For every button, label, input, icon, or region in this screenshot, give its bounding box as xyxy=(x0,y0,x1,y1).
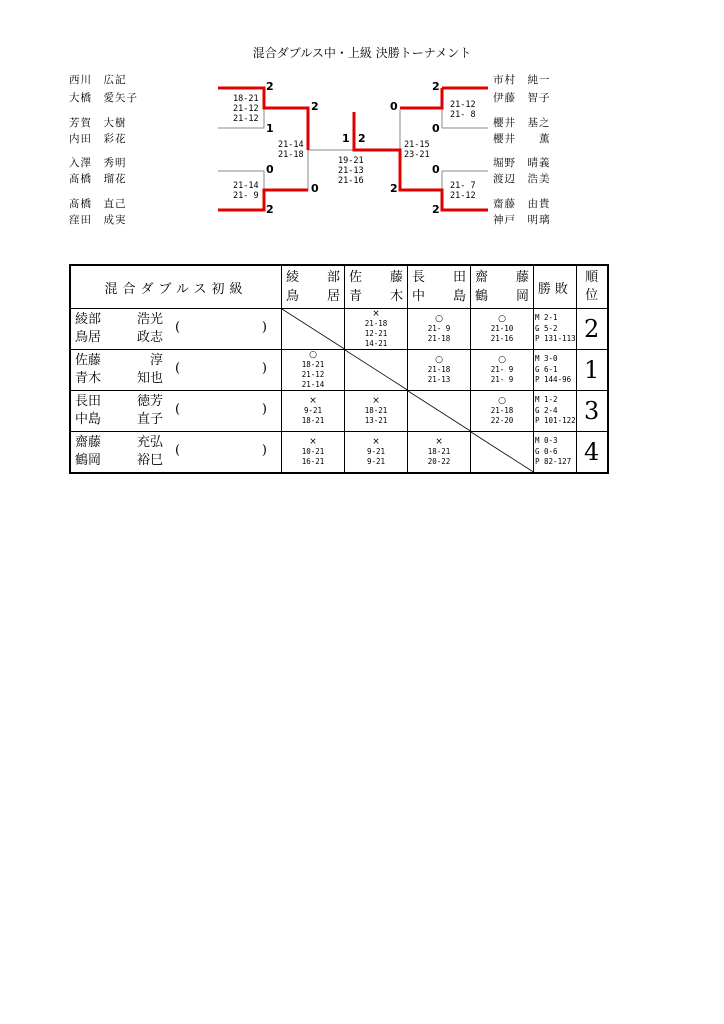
player-name: 髙橋 直己 xyxy=(69,198,127,210)
result-score: 21-18 21-13 xyxy=(427,364,451,384)
game-count: 2 xyxy=(266,80,274,93)
result-score: 21-18 22-20 xyxy=(490,405,514,425)
result-score: 21-18 12-21 14-21 xyxy=(364,318,388,348)
rank-value: 2 xyxy=(576,309,608,350)
player-name: 伊藤 智子 xyxy=(493,92,551,104)
paren-open: ( xyxy=(175,361,181,376)
game-count: 0 xyxy=(311,182,319,195)
paren-open: ( xyxy=(175,443,181,458)
result-score: 21- 9 21- 9 xyxy=(490,364,514,384)
self-match-cell xyxy=(408,391,471,432)
player-surname: 齋藤 xyxy=(75,435,102,450)
table-row xyxy=(70,432,608,474)
match-score: 21-15 23-21 xyxy=(404,140,430,160)
affiliation-parens xyxy=(175,319,267,337)
header-char: 岡 xyxy=(515,289,529,304)
affiliation-parens xyxy=(175,442,267,460)
header-char: 長 xyxy=(412,270,426,285)
match-result-cell xyxy=(282,391,345,432)
player-given-name: 徳芳 xyxy=(136,394,163,409)
player-name: 内田 彩花 xyxy=(69,133,127,145)
result-mark: ○ xyxy=(309,349,317,360)
game-count: 0 xyxy=(266,163,274,176)
result-mark: ○ xyxy=(435,354,443,365)
self-match-cell xyxy=(471,432,534,474)
paren-close: ) xyxy=(261,361,267,376)
header-char: 部 xyxy=(326,270,340,285)
column-header xyxy=(471,265,534,309)
game-count: 2 xyxy=(432,203,440,216)
paren-close: ) xyxy=(261,320,267,335)
player-name: 齋藤 由貴 xyxy=(493,198,551,210)
result-score: 18-21 20-22 xyxy=(427,446,451,466)
diagonal-line xyxy=(408,391,472,432)
page-title: 混合ダブルス中・上級 決勝トーナメント xyxy=(252,46,472,60)
paren-open: ( xyxy=(175,402,181,417)
match-result-cell xyxy=(345,432,408,474)
player-name: 窪田 成実 xyxy=(69,214,127,226)
player-given-name: 淳 xyxy=(149,353,163,368)
player-given-name: 直子 xyxy=(136,412,163,427)
paren-close: ) xyxy=(261,402,267,417)
table-title: 混合ダブルス初級 xyxy=(70,265,282,309)
affiliation-parens xyxy=(175,360,267,378)
paren-close: ) xyxy=(261,443,267,458)
result-mark: × xyxy=(372,436,380,447)
result-mark: ○ xyxy=(435,313,443,324)
match-score: 21-14 21- 9 xyxy=(233,181,259,201)
header-char: 木 xyxy=(389,289,403,304)
rank-header xyxy=(576,265,608,309)
team-name-cell xyxy=(70,391,282,432)
result-mark: × xyxy=(309,436,317,447)
player-name: 大橋 愛矢子 xyxy=(69,92,138,104)
player-surname: 綾部 xyxy=(75,312,102,327)
rank-header-char: 順 xyxy=(585,270,599,285)
game-count: 2 xyxy=(432,80,440,93)
match-result-cell xyxy=(408,309,471,350)
affiliation-parens xyxy=(175,401,267,419)
team-name-cell xyxy=(70,309,282,350)
result-score: 18-21 21-12 21-14 xyxy=(301,359,325,389)
player-name: 髙橋 瑠花 xyxy=(69,173,127,185)
result-score: 9-21 18-21 xyxy=(301,405,325,425)
player-given-name: 裕巳 xyxy=(136,453,163,468)
result-mark: × xyxy=(372,395,380,406)
result-score: 21- 9 21-18 xyxy=(427,323,451,343)
column-header xyxy=(282,265,345,309)
result-score: 18-21 13-21 xyxy=(364,405,388,425)
team-name-cell xyxy=(70,350,282,391)
player-name: 櫻井 薫 xyxy=(493,133,551,145)
match-result-cell xyxy=(471,309,534,350)
paren-open: ( xyxy=(175,320,181,335)
player-surname: 鳥居 xyxy=(75,330,102,345)
game-count: 2 xyxy=(390,182,398,195)
table-row xyxy=(70,309,608,350)
game-count: 1 xyxy=(266,122,274,135)
player-name: 神戸 明璃 xyxy=(493,214,551,226)
match-score: 21-12 21- 8 xyxy=(450,100,476,120)
player-given-name: 政志 xyxy=(136,330,163,345)
header-char: 中 xyxy=(412,289,426,304)
match-result-cell xyxy=(345,309,408,350)
result-mark: × xyxy=(309,395,317,406)
header-char: 居 xyxy=(326,289,340,304)
player-surname: 鶴岡 xyxy=(75,453,102,468)
rank-value: 4 xyxy=(576,432,608,474)
match-result-cell xyxy=(282,432,345,474)
diagonal-line xyxy=(471,432,535,473)
table-row xyxy=(70,350,608,391)
win-loss-stats: M 0-3 G 0-6 P 82-127 xyxy=(534,432,577,474)
match-result-cell xyxy=(282,350,345,391)
header-char: 鳥 xyxy=(286,289,300,304)
team-name-cell xyxy=(70,432,282,474)
game-count: 0 xyxy=(432,122,440,135)
match-result-cell xyxy=(408,350,471,391)
match-result-cell xyxy=(471,350,534,391)
rank-value: 1 xyxy=(576,350,608,391)
match-score: 21- 7 21-12 xyxy=(450,181,476,201)
result-mark: ○ xyxy=(498,313,506,324)
game-count: 1 xyxy=(342,132,350,145)
header-char: 藤 xyxy=(389,270,403,285)
player-surname: 中島 xyxy=(75,412,102,427)
result-mark: ○ xyxy=(498,354,506,365)
player-name: 市村 純一 xyxy=(493,74,551,86)
win-loss-stats: M 3-0 G 6-1 P 144-96 xyxy=(534,350,577,391)
result-score: 21-10 21-16 xyxy=(490,323,514,343)
match-score: 19-21 21-13 21-16 xyxy=(338,156,364,186)
diagonal-line xyxy=(345,350,409,391)
game-count: 0 xyxy=(432,163,440,176)
match-score: 21-14 21-18 xyxy=(278,140,304,160)
game-count: 0 xyxy=(390,100,398,113)
header-char: 齋 xyxy=(475,270,489,285)
player-given-name: 充弘 xyxy=(136,435,163,450)
diagonal-line xyxy=(282,309,346,350)
result-mark: ○ xyxy=(498,395,506,406)
win-loss-stats: M 1-2 G 2-4 P 101-122 xyxy=(534,391,577,432)
column-header xyxy=(408,265,471,309)
result-mark: × xyxy=(435,436,443,447)
round-robin-table xyxy=(69,264,609,474)
win-loss-stats: M 2-1 G 5-2 P 131-113 xyxy=(534,309,577,350)
header-char: 島 xyxy=(452,289,466,304)
header-char: 田 xyxy=(452,270,466,285)
header-char: 佐 xyxy=(349,270,363,285)
player-given-name: 浩光 xyxy=(136,312,163,327)
rank-header-char: 位 xyxy=(585,288,599,303)
match-result-cell xyxy=(408,432,471,474)
player-name: 堀野 晴義 xyxy=(493,157,551,169)
player-name: 西川 広記 xyxy=(69,74,127,86)
match-result-cell xyxy=(471,391,534,432)
rank-value: 3 xyxy=(576,391,608,432)
game-count: 2 xyxy=(266,203,274,216)
header-char: 綾 xyxy=(286,270,300,285)
header-char: 藤 xyxy=(515,270,529,285)
result-mark: × xyxy=(372,308,380,319)
column-header xyxy=(345,265,408,309)
result-score: 10-21 16-21 xyxy=(301,446,325,466)
win-loss-header: 勝敗 xyxy=(534,265,577,309)
player-name: 芳賀 大樹 xyxy=(69,117,127,129)
result-score: 9-21 9-21 xyxy=(366,446,386,466)
header-char: 鶴 xyxy=(475,289,489,304)
player-name: 櫻井 基之 xyxy=(493,117,551,129)
game-count: 2 xyxy=(311,100,319,113)
player-surname: 青木 xyxy=(75,371,102,386)
match-result-cell xyxy=(345,391,408,432)
header-char: 青 xyxy=(349,289,363,304)
player-surname: 長田 xyxy=(75,394,102,409)
player-name: 渡辺 浩美 xyxy=(493,173,551,185)
self-match-cell xyxy=(282,309,345,350)
table-header-row xyxy=(70,265,608,309)
player-surname: 佐藤 xyxy=(75,353,102,368)
player-given-name: 知也 xyxy=(136,371,163,386)
game-count: 2 xyxy=(358,132,366,145)
table-row xyxy=(70,391,608,432)
self-match-cell xyxy=(345,350,408,391)
match-score: 18-21 21-12 21-12 xyxy=(233,94,259,124)
player-name: 入澤 秀明 xyxy=(69,157,127,169)
